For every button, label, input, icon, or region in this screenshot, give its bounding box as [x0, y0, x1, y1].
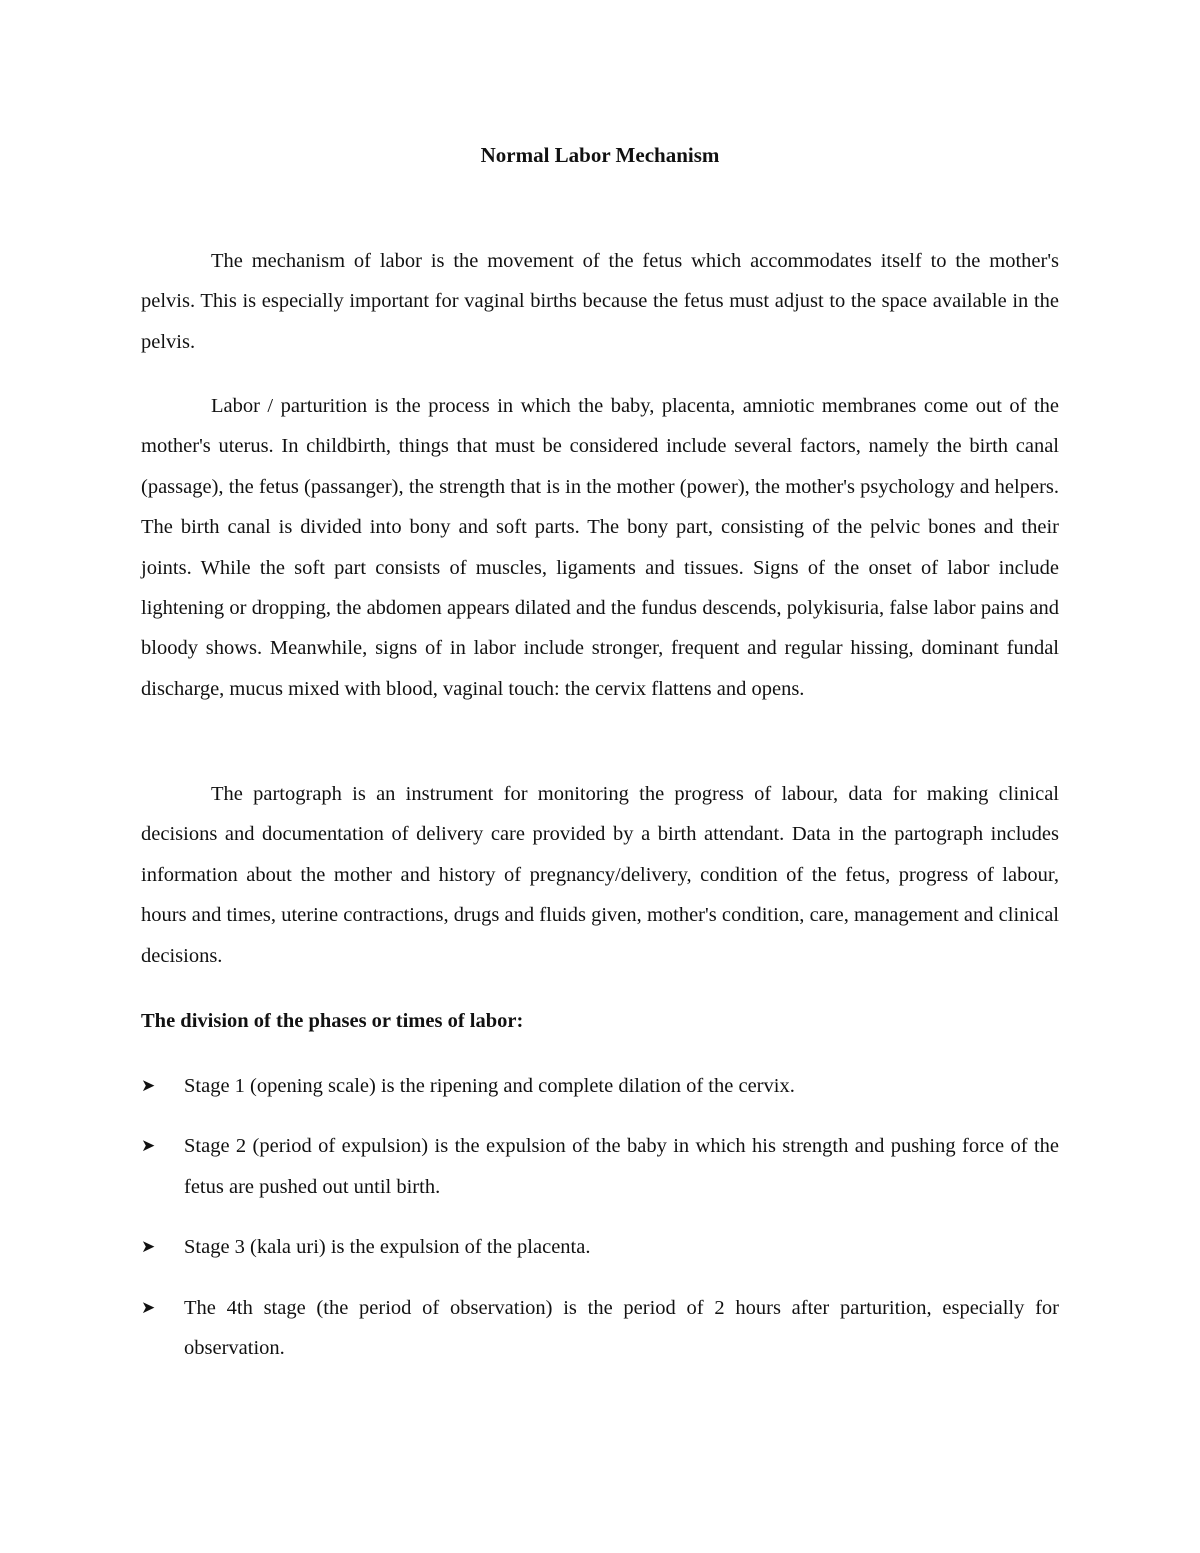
list-item: [141, 1066, 1059, 1106]
list-item: [141, 1227, 1059, 1267]
stage-text: Stage 2 (period of expulsion) is the expulsion of the baby in which his strength and pushing force of the fetus are pushed out until birth.: [184, 1135, 1059, 1198]
paragraph-mechanism: The mechanism of labor is the movement of the fetus which accommodates itself to the mother's pelvis. This is especially important for vaginal births because the fetus must adjust to the space available in the pelvis.: [141, 250, 1059, 353]
stages-heading: The division of the phases or times of labor:: [141, 1010, 524, 1032]
document-title: Normal Labor Mechanism: [480, 143, 720, 167]
stage-text: Stage 3 (kala uri) is the expulsion of the placenta.: [184, 1236, 591, 1259]
arrowhead-bullet-icon: ➤: [141, 1076, 156, 1096]
arrowhead-bullet-icon: ➤: [141, 1237, 156, 1258]
paragraph-parturition: Labor / parturition is the process in which the baby, placenta, amniotic membranes come out of the mother's uterus. In childbirth, things that must be considered include several factors, namely the birth canal (passage), the fetus (passanger), the strength that is in the mother (power), the mother's psychology and helpers. The birth canal is divided into bony and soft parts. The bony part, consisting of the pelvic bones and their joints. While the soft part consists of muscles, ligaments and tissues. Signs of the onset of labor include lightening or dropping, the abdomen appears dilated and the fundus descends, polykisuria, false labor pains and bloody shows. Meanwhile, signs of in labor include stronger, frequent and regular hissing, dominant fundal discharge, mucus mixed with blood, vaginal touch: the cervix flattens and opens.: [141, 395, 1059, 700]
stage-text: Stage 1 (opening scale) is the ripening and complete dilation of the cervix.: [184, 1075, 795, 1097]
stages-list: [141, 1066, 1059, 1388]
arrowhead-bullet-icon: ➤: [141, 1136, 156, 1157]
paragraph-partograph: The partograph is an instrument for monitoring the progress of labour, data for making clinical decisions and documentation of delivery care provided by a birth attendant. Data in the partograph includes information about the mother and history of pregnancy/delivery, condition of the fetus, progress of labour, hours and times, uterine contractions, drugs and fluids given, mother's condition, care, management and clinical decisions.: [141, 783, 1059, 967]
stage-text: The 4th stage (the period of observation) is the period of 2 hours after parturition, especially for observation.: [184, 1296, 1059, 1360]
list-item: [141, 1288, 1059, 1369]
list-item: [141, 1126, 1059, 1207]
arrowhead-bullet-icon: ➤: [141, 1297, 156, 1318]
